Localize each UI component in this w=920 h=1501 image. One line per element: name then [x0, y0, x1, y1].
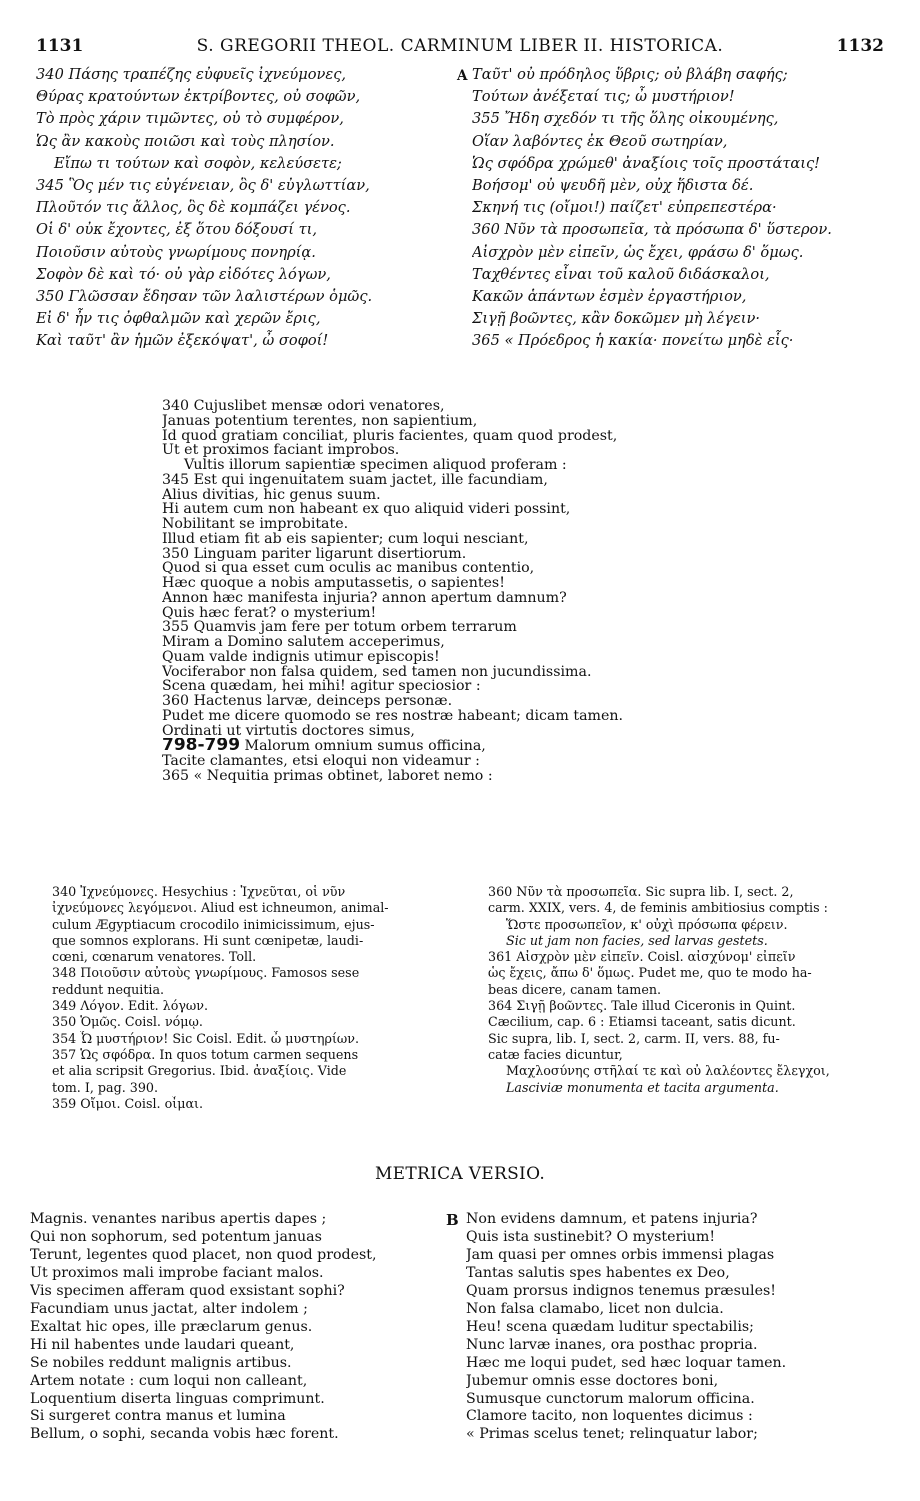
greek-verse-line: Πλοῦτόν τις ἄλλος, ὃς δὲ κομπάζει γένος.: [36, 199, 351, 217]
latin-verse-line: Tacite clamantes, etsi eloqui non videamur :: [162, 754, 480, 769]
latin-verse-line: Pudet me dicere quomodo se res nostræ habeant; dicam tamen.: [162, 708, 624, 724]
greek-verse-line: Βοήσομ' οὐ ψευδῆ μὲν, οὐχ ἥδιστα δέ.: [472, 177, 754, 195]
footnote-line: que somnos explorans. Hi sunt cœnipetæ, laudi-: [52, 932, 364, 948]
footnote-line: culum Ægyptiacum crocodilo inimicissimum, ejus-: [52, 916, 375, 932]
latin-verse-line: Vultis illorum sapientiæ specimen aliquod proferam :: [184, 458, 567, 473]
metrical-verse-line: Non evidens damnum, et patens injuria?: [466, 1211, 758, 1227]
footnote-line: 360 Νῦν τὰ προσωπεῖα. Sic supra lib. I, sect. 2,: [488, 884, 794, 899]
greek-text-left-column: [36, 64, 456, 353]
metrical-verse-line: Nunc larvæ inanes, ora posthac propria.: [466, 1336, 758, 1353]
metrical-verse-line: Magnis. venantes naribus apertis dapes ;: [30, 1211, 327, 1227]
latin-verse-line: Hi autem cum non habeant ex quo aliquid videri possint,: [162, 502, 571, 517]
footnote-line: cœni, cœnarum venatores. Toll.: [52, 949, 257, 965]
metrical-verse-line: Jam quasi per omnes orbis immensi plagas: [466, 1246, 775, 1263]
column-marker-b: B: [446, 1211, 459, 1229]
latin-verse-line: Miram a Domino salutem acceperimus,: [162, 635, 445, 650]
column-marker-a: A: [457, 68, 468, 84]
footnote-line: 361 Αἰσχρὸν μὲν εἰπεῖν. Coisl. αἰσχύνομ' εἰπεῖν: [488, 949, 796, 965]
greek-verse-line: 350 Γλῶσσαν ἔδησαν τῶν λαλιστέρων ὁμῶς.: [36, 288, 373, 306]
metrical-verse-line: Exaltat hic opes, ille præclarum genus.: [30, 1318, 313, 1335]
page-header: [36, 36, 884, 58]
greek-verse-line: Οἱ δ' οὐκ ἔχοντες, ἐξ ὅτου δόξουσί τι,: [36, 221, 318, 239]
footnote-line: 349 Λόγον. Edit. λόγων.: [52, 998, 209, 1014]
greek-verse-line: 345 Ὃς μέν τις εὐγένειαν, ὃς δ' εὐγλωττίαν,: [36, 177, 370, 195]
metrical-verse-line: Si surgeret contra manus et lumina: [30, 1408, 286, 1425]
footnote-line: tom. I, pag. 390.: [52, 1079, 159, 1095]
latin-verse-line: 340 Cujuslibet mensæ odori venatores,: [162, 399, 445, 414]
latin-verse-line: 350 Linguam pariter ligarunt disertiorum.: [162, 546, 467, 562]
left-page-number: 1131: [36, 36, 84, 56]
metrica-versio-title: METRICA VERSIO.: [374, 1164, 546, 1184]
right-page-number: 1132: [836, 36, 884, 56]
latin-verse-line: [162, 738, 722, 754]
latin-verse-line: Vociferabor non falsa quidem, sed tamen non jucundissima.: [162, 664, 592, 680]
latin-verse-text: Malorum omnium sumus officina,: [244, 738, 486, 754]
footnote-line: carm. XXIX, vers. 4, de feminis ambitiosius comptis :: [488, 900, 828, 916]
greek-verse-line: Σιγῇ βοῶντες, κἂν δοκῶμεν μὴ λέγειν·: [472, 310, 761, 328]
footnote-line: Sic supra, lib. I, sect. 2, carm. II, vers. 88, fu-: [488, 1030, 780, 1046]
metrical-verse-line: Clamore tacito, non loquentes dicimus :: [466, 1408, 753, 1425]
footnote-line: 357 Ὡς σφόδρα. In quos totum carmen sequens: [52, 1046, 359, 1062]
metrical-verse-line: Hæc me loqui pudet, sed hæc loquar tamen.: [466, 1354, 787, 1371]
greek-verse-line: Καὶ ταῦτ' ἂν ἡμῶν ἐξεκόψατ', ὦ σοφοί!: [36, 332, 329, 350]
metrical-verse-line: Artem notate : cum loqui non calleant,: [30, 1372, 308, 1389]
footnote-line: 354 Ὦ μυστήριον! Sic Coisl. Edit. ὦ μυστηρίων.: [52, 1030, 360, 1046]
latin-verse-line: Hæc quoque a nobis amputassetis, o sapientes!: [162, 576, 505, 591]
footnote-line: Sic ut jam non facies, sed larvas gestets.: [506, 932, 768, 948]
greek-verse-line: Ποιοῦσιν αὐτοὺς γνωρίμους πονηρίᾳ.: [36, 243, 316, 261]
latin-verse-line: Alius divitias, hic genus suum.: [162, 487, 381, 503]
greek-verse-line: Ταχθέντες εἶναι τοῦ καλοῦ διδάσκαλοι,: [472, 265, 770, 283]
greek-verse-line: Οἵαν λαβόντες ἐκ Θεοῦ σωτηρίαν,: [472, 132, 728, 150]
latin-verse-line: 345 Est qui ingenuitatem suam jactet, ille facundiam,: [162, 472, 548, 488]
greek-verse-line: 360 Νῦν τὰ προσωπεῖα, τὰ πρόσωπα δ' ὕστερον.: [472, 221, 832, 239]
greek-verse-line: Κακῶν ἁπάντων ἐσμὲν ἐργαστήριον,: [472, 288, 747, 306]
latin-verse-line: Quod si qua esset cum oculis ac manibus contentio,: [162, 561, 535, 576]
footnote-line: catæ facies dicuntur,: [488, 1046, 623, 1062]
greek-verse-line: Σκηνή τις (οἴμοι!) παίζετ' εὐπρεπεστέρα·: [472, 199, 777, 217]
greek-verse-line: Τούτων ἀνέξεταί τις; ὦ μυστήριον!: [472, 88, 735, 106]
latin-verse-line: 365 « Nequitia primas obtinet, laboret nemo :: [162, 768, 493, 784]
greek-verse-line: Αἰσχρὸν μὲν εἰπεῖν, ὡς ἔχει, φράσω δ' ὅμως.: [472, 243, 804, 261]
greek-verse-line: Τὸ πρὸς χάριν τιμῶντες, οὐ τὸ συμφέρον,: [36, 110, 344, 128]
latin-verse-line: Ordinati ut virtutis doctores simus,: [162, 723, 415, 739]
latin-verse-line: Id quod gratiam conciliat, pluris facientes, quam quod prodest,: [162, 428, 618, 444]
latin-verse-line: 360 Hactenus larvæ, deinceps personæ.: [162, 694, 453, 709]
latin-verse-line: Illud etiam fit ab eis sapienter; cum loqui nesciant,: [162, 531, 529, 547]
metrica-versio-left-column: [30, 1211, 440, 1444]
metrical-verse-line: Qui non sophorum, sed potentum januas: [30, 1228, 322, 1245]
metrical-verse-line: Bellum, o sophi, secanda vobis hæc forent.: [30, 1426, 339, 1443]
metrical-verse-line: Quis ista sustinebit? O mysterium!: [466, 1228, 716, 1245]
latin-verse-line: Quam valde indignis utimur episcopis!: [162, 649, 440, 665]
latin-verse-line: Januas potentium terentes, non sapientium,: [162, 413, 478, 429]
footnote-line: 348 Ποιοῦσιν αὐτοὺς γνωρίμους. Famosos sese: [52, 965, 360, 981]
latin-translation: [162, 399, 722, 784]
metrical-verse-line: Non falsa clamabo, licet non dulcia.: [466, 1300, 724, 1317]
metrical-verse-line: Heu! scena quædam luditur spectabilis;: [466, 1318, 754, 1335]
metrical-verse-line: Ut proximos mali improbe faciant malos.: [30, 1264, 324, 1281]
metrica-versio-right-column: [466, 1211, 886, 1444]
footnote-line: 350 Ὁμῶς. Coisl. νόμῳ.: [52, 1014, 203, 1030]
metrical-verse-line: « Primas scelus tenet; relinquatur labor;: [466, 1426, 758, 1443]
footnote-line: 359 Οἴμοι. Coisl. οἶμαι.: [52, 1095, 204, 1111]
greek-verse-line: 340 Πάσης τραπέζης εὐφυεῖς ἰχνεύμονες,: [36, 66, 347, 83]
footnote-line: Cæcilium, cap. 6 : Etiamsi taceant, satis dicunt.: [488, 1014, 796, 1030]
latin-verse-line: Annon hæc manifesta injuria? annon apertum damnum?: [162, 590, 567, 606]
metrical-verse-line: Loquentium diserta linguas comprimunt.: [30, 1390, 325, 1407]
greek-verse-line: Σοφὸν δὲ καὶ τό· οὐ γὰρ εἰδότες λόγων,: [36, 265, 331, 283]
metrical-verse-line: Facundiam unus jactat, alter indolem ;: [30, 1300, 308, 1317]
latin-verse-line: Scena quædam, hei mihi! agitur speciosior :: [162, 679, 481, 694]
greek-text-right-column: [472, 64, 884, 353]
metrical-verse-line: Se nobiles reddunt malignis artibus.: [30, 1354, 292, 1371]
metrical-verse-line: Jubemur omnis esse doctores boni,: [466, 1372, 719, 1389]
latin-verse-line: Quis hæc ferat? o mysterium!: [162, 605, 377, 621]
latin-verse-line: 355 Quamvis jam fere per totum orbem terrarum: [162, 620, 517, 635]
latin-verse-line: Nobilitant se improbitate.: [162, 517, 349, 532]
footnote-line: 364 Σιγῇ βοῶντες. Tale illud Ciceronis in Quint.: [488, 998, 796, 1014]
greek-verse-line: 365 « Πρόεδρος ἡ κακία· πονείτω μηδὲ εἷς·: [472, 332, 794, 350]
greek-verse-line: Εἴπω τι τούτων καὶ σοφὸν, κελεύσετε;: [54, 154, 342, 172]
footnotes-right-column: [488, 884, 888, 1096]
footnote-line: Ὥστε προσωπεῖον, κ' οὐχὶ πρόσωπα φέρειν.: [506, 916, 788, 932]
footnotes-left-column: [52, 884, 472, 1112]
greek-verse-line: Ὡς σφόδρα χρώμεθ' ἀναξίοις τοῖς προστάταις!: [472, 154, 821, 172]
greek-verse-line: Ὡς ἂν κακοὺς ποιῶσι καὶ τοὺς πλησίον.: [36, 132, 335, 150]
greek-verse-line: Θύρας κρατούντων ἐκτρίβοντες, οὐ σοφῶν,: [36, 88, 361, 106]
metrical-verse-line: Terunt, legentes quod placet, non quod prodest,: [30, 1246, 377, 1263]
footnote-line: beas dicere, canam tamen.: [488, 981, 662, 997]
metrical-verse-line: Vis specimen afferam quod exsistant sophi?: [30, 1282, 345, 1299]
footnote-line: et alia scripsit Gregorius. Ibid. ἀναξίοις. Vide: [52, 1063, 347, 1079]
running-title: S. GREGORII THEOL. CARMINUM LIBER II. HISTORICA.: [196, 36, 724, 56]
metrical-verse-line: Quam prorsus indignos tenemus præsules!: [466, 1282, 776, 1299]
footnote-line: ἰχνεύμονες λεγόμενοι. Aliud est ichneumon, animal-: [52, 900, 389, 916]
footnote-line: ὡς ἔχεις, ἄπω δ' ὅμως. Pudet me, quo te modo ha-: [488, 965, 812, 981]
greek-verse-line: Ταῦτ' οὐ πρόδηλος ὕβρις; οὐ βλάβη σαφής;: [472, 66, 788, 83]
page-marker: 798-799: [162, 738, 241, 754]
footnote-line: Lasciviæ monumenta et tacita argumenta.: [506, 1079, 779, 1095]
greek-verse-line: Εἰ δ' ἦν τις ὀφθαλμῶν καὶ χερῶν ἔρις,: [36, 310, 321, 328]
metrical-verse-line: Sumusque cunctorum malorum officina.: [466, 1390, 755, 1407]
footnote-line: reddunt nequitia.: [52, 981, 165, 997]
latin-verse-line: Ut et proximos faciant improbos.: [162, 443, 400, 458]
metrical-verse-line: Hi nil habentes unde laudari queant,: [30, 1336, 295, 1353]
footnote-line: 340 Ἰχνεύμονες. Hesychius : Ἰχνεῦται, οἱ νῦν: [52, 884, 346, 899]
metrical-verse-line: Tantas salutis spes habentes ex Deo,: [466, 1264, 730, 1281]
footnote-line: Μαχλοσύνης στῆλαί τε καὶ οὐ λαλέοντες ἔλεγχοι,: [506, 1063, 830, 1079]
greek-verse-line: 355 Ἤδη σχεδόν τι τῆς ὅλης οἰκουμένης,: [472, 110, 779, 128]
